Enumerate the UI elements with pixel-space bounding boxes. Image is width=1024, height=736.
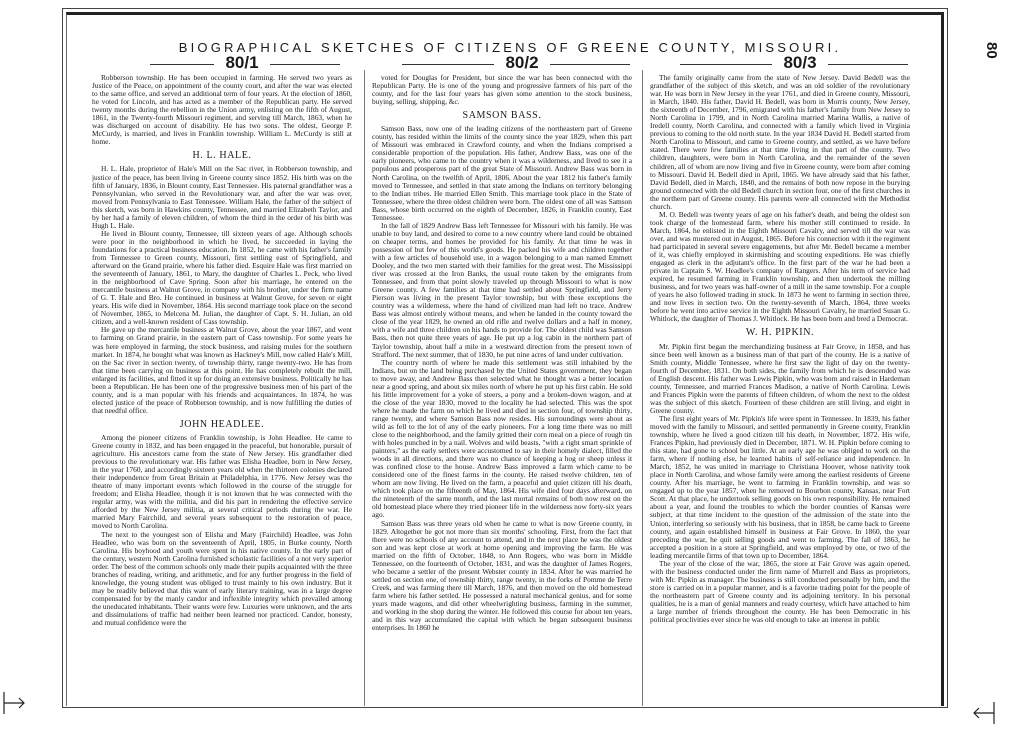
rule-right-3 <box>828 64 908 65</box>
paragraph: In the fall of 1829 Andrew Bass left Tennessee for Missouri with his family. He was unable to buy land, and desired to come to a new country where land could be obtained on cheaper terms, and homes be provided for his family. At that time he was in possession of but few of this world's goods. He packed his wife and children together with a few articles of household use, in a wagon belonging to a man named Emmett Dooley, and the two men started with their families for the great west. The Mississippi river was crossed at the Iron Banks, the usual route taken by the emigrants from Tennessee, and from that point slowly traveled up through Missouri to what is now Greene county. A few families at that time had settled about Springfield, and Jerry Pierson was living in the present Taylor township, but with these exceptions the country was a wilderness, where the hand of civilized man had left no trace. Andrew Bass was almost entirely without means, and when he landed in the county toward the close of the year 1829, he owned an old rifle and twelve dollars and a half in money, with a wife and three children on his hands to provide for. The oldest child was Samson Bass, then not quite three years of age. He put up a log cabin in the northern part of Taylor township, about half a mile in a westward direction from the present town of Strafford. The next summer, that of 1830, he put nine acres of land under cultivation. <box>372 220 632 359</box>
text-column-2 <box>372 74 632 706</box>
paragraph: Samson Bass, now one of the leading citizens of the northeastern part of Greene county, has resided within the limits of the county since the year 1829, when this part of Missouri was embraced in Crawford county, and when the Indians comprised a considerable proportion of the population. His father, Andrew Bass, was one of the early pioneers, who came to the country when it was a wilderness, and lived to see it a populous and prosperous part of the great State of Missouri. Andrew Bass was born in North Carolina, on the twelfth of April, 1806. About the year 1812 his father's family moved to Tennessee, and settled in that state among the Indians on territory belonging to the Indian tribes. He married Ellen Smith. This marriage took place in the State of Tennessee, where the three oldest children were born. The oldest one of all was Samson Bass, whose birth occurred on the eighth of December, 1826, in Franklin county, East Tennessee. <box>372 124 632 222</box>
paragraph: M. O. Bedell was twenty years of age on his father's death, and being the oldest son took charge of the homestead farm, where his mother still continued to reside. In March, 1864, he enlisted in the Eighth Missouri Cavalry, and served till the war was over, and was mustered out in August, 1865. Before his connection with it the regiment had participated in several severe engagements, but after Mr. Bedell became a member of it, was chiefly employed in skirmishing and scouting expeditions. He was chiefly engaged as clerk in the adjutant's office. In the first part of the war he had been a private in Captain S. W. Headlee's company of Rangers. After his term of service had expired, he resumed farming in Franklin township, and then undertook the milling business, and for two years was half-owner of a mill in the same township. For a couple of years he also followed trading in stock. In 1873 he went to farming in section three, and now lives in section two. On the twenty-seventh of March, 1864, three weeks before he went into active service in the Eighth Missouri Cavalry, he married Susan G. Whitlock, the daughter of Thomas J. Whitlock. He has been born and bred a Democrat. <box>650 209 910 324</box>
paragraph: He lived in Blount county, Tennessee, till sixteen years of age. Although schools were poor in the neighborhood in which he lived, he succeeded in laying the foundations for a practical business education. In 1852, he came with his father's family from Tennessee to Green county, Missouri, first settling east of Springfield, and afterward on the Grand prairie, where his father died. Esquire Hale was first married on the seventeenth of January, 1861, to Mary, the daughter of Charles L. Peck, who lived in the neighborhood of Cave Spring. Soon after his marriage, he entered on the mercantile business at Walnut Grove, in company with his brother, under the firm name of G. T. Hale and Bro. He continued in business at Walnut Grove, for seven or eight years. His wife died in November, 1864. His second marriage took place on the second of November, 1865, to Melcena M. Julian, the daughter of Capt. S. H. Julian, an old citizen, and a well-known resident of Cass township. <box>92 228 352 327</box>
side-page-number: 80 <box>983 42 1000 59</box>
section-heading: SAMSON BASS. <box>462 110 542 122</box>
paragraph: He gave up the mercantile business at Walnut Grove, about the year 1867, and went to farming on Grand prairie, in the eastern part of Cass township. For some years he was here employed in farming, the stock business, and raising mules for the southern market. In 1874, he bought what was known as Hackney's Mill, now called Hale's Mill, on the Sac river in section twenty, of township thirty, range twenty-two. He has from that time been carrying on business at this point. He has completely rebuilt the mill, enlarged its facilities, and fitted it up for doing an extensive business. Politically he has been a Republican. He has been one of the progressive business men of his part of the county, and is a man popular with his friends and acquaintances. In 1874, he was elected justice of the peace of Robberson township, and is now fulfilling the duties of that needful office. <box>92 325 352 415</box>
paragraph: Among the pioneer citizens of Franklin township, is John Headlee. He came to Greene county in 1832, and has been engaged in the peaceful, but honorable, pursuit of agriculture. His ancestors came from the state of New Jersey. His grandfather died previous to the revolutionary war. His father was Elisha Headlee, born in New Jersey, in the year 1760, and accordingly sixteen years old when the thirteen colonies declared their independence from Great Britain at Philadelphia, in 1776. New Jersey was the theatre of many important events which followed in the course of the struggle for freedom; and Elisha Headlee, though it is not known that he was connected with the regular army, was with the militia, and did his part in rendering the effective service afforded by the New Jersey militia, at several critical periods during the war. He married Mary Fairchild, and several years subsequent to the restoration of peace, moved to North Carolina. <box>92 432 352 531</box>
rule-right-1 <box>270 64 340 65</box>
rule-right-2 <box>550 64 630 65</box>
page-title: BIOGRAPHICAL SKETCHES OF CITIZENS OF GREENE COUNTY, MISSOURI. <box>178 40 842 55</box>
text-column-1 <box>92 74 352 706</box>
paragraph: The family originally came from the state of New Jersey. David Bedell was the grandfather of the subject of this sketch, and was an old soldier of the revolutionary war. He was born in New Jersey in the year 1761, and died in Greene county, Missouri, in March, 1840. His father, David H. Bedell, was born in Morris county, New Jersey, the sixteenth of December, 1796, emigrated with his father's family from New Jersey to North Carolina in 1799, and in North Carolina married Marina Wallis, a native of Iredell county, North Carolina, and connected with a family which lived in Virginia previous to coming to the old north state. In the year 1834 David H. Bedell started from North Carolina to Missouri, and came to Greene county, and settled, as we have before stated. There were few families at that time living in that part of the county. Two children, daughters, were born in North Carolina, and the remainder of the seven children, all of whom are now living and five in Greene county, were born after coming to Missouri. David H. Bedell died in April, 1865. We have already said that his father, David Bedell, died in March, 1840, and the remains of both now repose in the burying ground connected with the old Bedell church in section four, one of the first churches in the northern part of Greene county. His parents were all connected with the Methodist church. <box>650 74 910 211</box>
text-column-3 <box>650 74 910 706</box>
paragraph: Samson Bass was three years old when he came to what is now Greene county, in 1829. Altogether he got not more than six months' schooling. First, from the fact that there were no schools of any account to attend, and in the next place he was the oldest son and was kept close at work at home opening and improving the farm. He was married on the fifth of October, 1848, to Ann Rogers, who was born in Middle Tennessee, on the fourteenth of October, 1831, and was the daughter of James Rogers, who became a settler of the present Webster county in 1834. After he was married he settled on section one, of township thirty, range twenty, in the forks of Pomme de Terre Creek, and was farming there till March, 1876, and then moved on the old homestead farm where his father settled. He possessed a natural mechanical genius, and for some years made wagons, and did other wheelwrighting business, farming in the summer, and working in the shop during the winter. He followed this course for about ten years, and in this way accumulated the capital with which he began subsequent business enterprises. In 1860 he <box>372 518 632 633</box>
section-heading: W. H. PIPKIN. <box>745 327 815 339</box>
paragraph: Mr. Pipkin first began the merchandizing business at Fair Grove, in 1858, and has since been well known as a business man of that part of the county. He is a native of Smith county, Middle Tennessee, where he first saw the light of day on the twenty-fourth of December, 1831. On both sides, the family from which he is descended was of English descent. His father was Lewis Pipkin, who was born and raised in Hardeman county, Tennessee, and married Frances Madison, a native of North Carolina. Lewis and Frances Pipkin were the parents of fifteen children, of whom the next to the oldest was the subject of this sketch. Fourteen of these children are still living, and eight in Greene county. <box>650 341 910 415</box>
page-number-1: 80/1 <box>225 53 259 72</box>
paragraph: H. L. Hale, proprietor of Hale's Mill on the Sac river, in Robberson township, and justice of the peace, has been living in Greene county since 1852. His birth was on the fifth of January, 1836, in Blount county, East Tennessee. His paternal grandfather was a Pennsylvanian, who served in the Revolutionary war, and after the war was over, moved from Pennsylvania to East Tennessee. William Hale, the father of the subject of this sketch, was born in Hawkins county, Tennessee, and married Elizabeth Taylor, and by her had a family of eleven children, of whom the third in the order of his birth was Hugh L. Hale. <box>92 164 352 230</box>
arrow-right-icon <box>0 688 30 718</box>
page-number-2: 80/2 <box>505 53 539 72</box>
paragraph: Robberson township. He has been occupied in farming. He served two years as Justice of the Peace, on appointment of the county court, and after the war was elected to the same office, and served an additional term of four years. At the election of 1860, he voted for Lincoln, and has acted as a member of the Republican party. He served twenty months during the rebellion in the Union army, enlisting on the fifth of August, 1861, in the Twenty-fourth Missouri regiment, and serving till March, 1863, when he was discharged on account of disability. He has two sons. The oldest, George P. McCurdy, is married, and lives in Franklin township. William L. McCurdy is still at home. <box>92 74 352 147</box>
rule-left-2 <box>402 64 494 65</box>
section-heading: JOHN HEADLEE. <box>179 418 265 430</box>
section-heading: H. L. HALE. <box>192 150 252 162</box>
column-divider-1 <box>364 70 365 706</box>
page-number-3: 80/3 <box>783 53 817 72</box>
rule-left-3 <box>680 64 772 65</box>
column-divider-2 <box>642 70 643 706</box>
arrow-left-icon <box>968 698 998 728</box>
paragraph: The year of the close of the war, 1865, the store at Fair Grove was again opened, with the business conducted under the firm name of Murrell and Bass as proprietors, with Mr. Pipkin as manager. The business is still conducted personally by him, and the store is carried on in a popular manner, and is a favorite trading point for the people of the northeastern part of Greene county and its adjoining territory. In his personal qualities, he is a man of genial manners and ready courtesy, which have attached to him a large number of friends throughout the county. He has been Democratic in his political proclivities ever since he was old enough to take an interest in public <box>650 558 910 625</box>
paragraph: The country north of where he made this settlement was still inhabited by the Indians, but on the land being purchased by the United States government, they began to move away, and Andrew Bass then selected what he thought was a better location near a good spring, and about six miles north of where he put up his first cabin. He sold his little improvement for a yoke of steers, a pony and a broken-down wagon, and at the close of the year 1830, moved to the locality he had selected. This was the spot where he made the farm on which he lived and died in section four, of township thirty, range twenty, and where Samson Bass now resides. His surroundings were about as wild as fell to the lot of any of the early pioneers. For a long time there was no mill close to the neighborhood, and the family gritted their corn meal on a piece of rough tin with holes punched in by a nail. Wolves and wild beasts, "with a right smart sprinkle of painters," as the early settlers were accustomed to say in their homely dialect, filled the woods in all directions, and there was no chance of keeping a hog or sheep unless it was confined close to the house. Andrew Bass improved a farm which came to be considered one of the finest farms in the county. He raised twelve children, ten of whom are now living. He lived on the farm, a peaceful and quiet citizen till his death, which took place on the fifteenth of May, 1864. His wife died four days afterward, on the nineteenth of the same month, and the last mortal remains of both now rest on the old homestead place where they tried pioneer life in the wilderness now forty-six years ago. <box>372 357 632 520</box>
paragraph: The first eight years of Mr. Pipkin's life were spent in Tennessee. In 1839, his father moved with the family to Missouri, and settled permanently in Greene county, Franklin township, where he lived a good citizen till his death, in November, 1872. His wife, Frances Pipkin, had previously died in December, 1871. W. H. Pipkin before coming to this state, had gone to school but little. At an early age he was obliged to work on the farm, where if nothing else, he learned habits of self-reliance and independence. In March, 1852, he was united in marriage to Christiana Hoover, whose nativity took place in North Carolina, and whose family were among the earliest residents of Greene county. After his marriage, he went to farming in Franklin township, and was so engaged up to the year 1857, when he removed to Bourbon county, Kansas, near Fort Scott. At that place, he undertook selling goods on his own responsibility. He remained about a year, and found the troubles to which the border counties of Kansas were subject, at that time incident to the question of the admission of the state into the Union, interfering so seriously with his business, that in 1858, he came back to Greene county, and again established himself in business at Fair Grove. In 1860, the year preceding the war, he quit selling goods and went to farming. The fall of 1863, he accepted a position in a store at Springfield, and was employed by one, or two of the leading mercantile firms of that town up to December, 1864. <box>650 413 910 560</box>
paragraph: The next to the youngest son of Elisha and Mary (Fairchild) Headlee, was John Headlee, who was born on the seventeenth of April, 1805, in Burke county, North Carolina. His boyhood and youth were spent in his native county. In the early part of the century, western North Carolina furnished scholastic facilities of a not very superior order. The best of the common schools only made their pupils acquainted with the three branches of reading, writing, and arithmetic, and for any further progress in the field of knowledge, the young student was obliged to trust mainly to his own industry. But it may be readily believed that this want of early literary training, was in a large degree compensated for by the manly candor and inflexible integrity which prevailed among the uneducated inhabitants. Their wants were few. Luxuries were unknown, and the arts and dissimulations of traffic had neither been learned nor practiced. Candor, honesty, and mutual confidence were the <box>92 529 352 628</box>
paragraph: voted for Douglas for President, but since the war has been connected with the Republican Party. He is one of the young and progressive farmers of his part of the county, and for the last four years has given some attention to the stock business, buying, selling, shipping, &c. <box>372 74 632 107</box>
rule-left-1 <box>150 64 214 65</box>
